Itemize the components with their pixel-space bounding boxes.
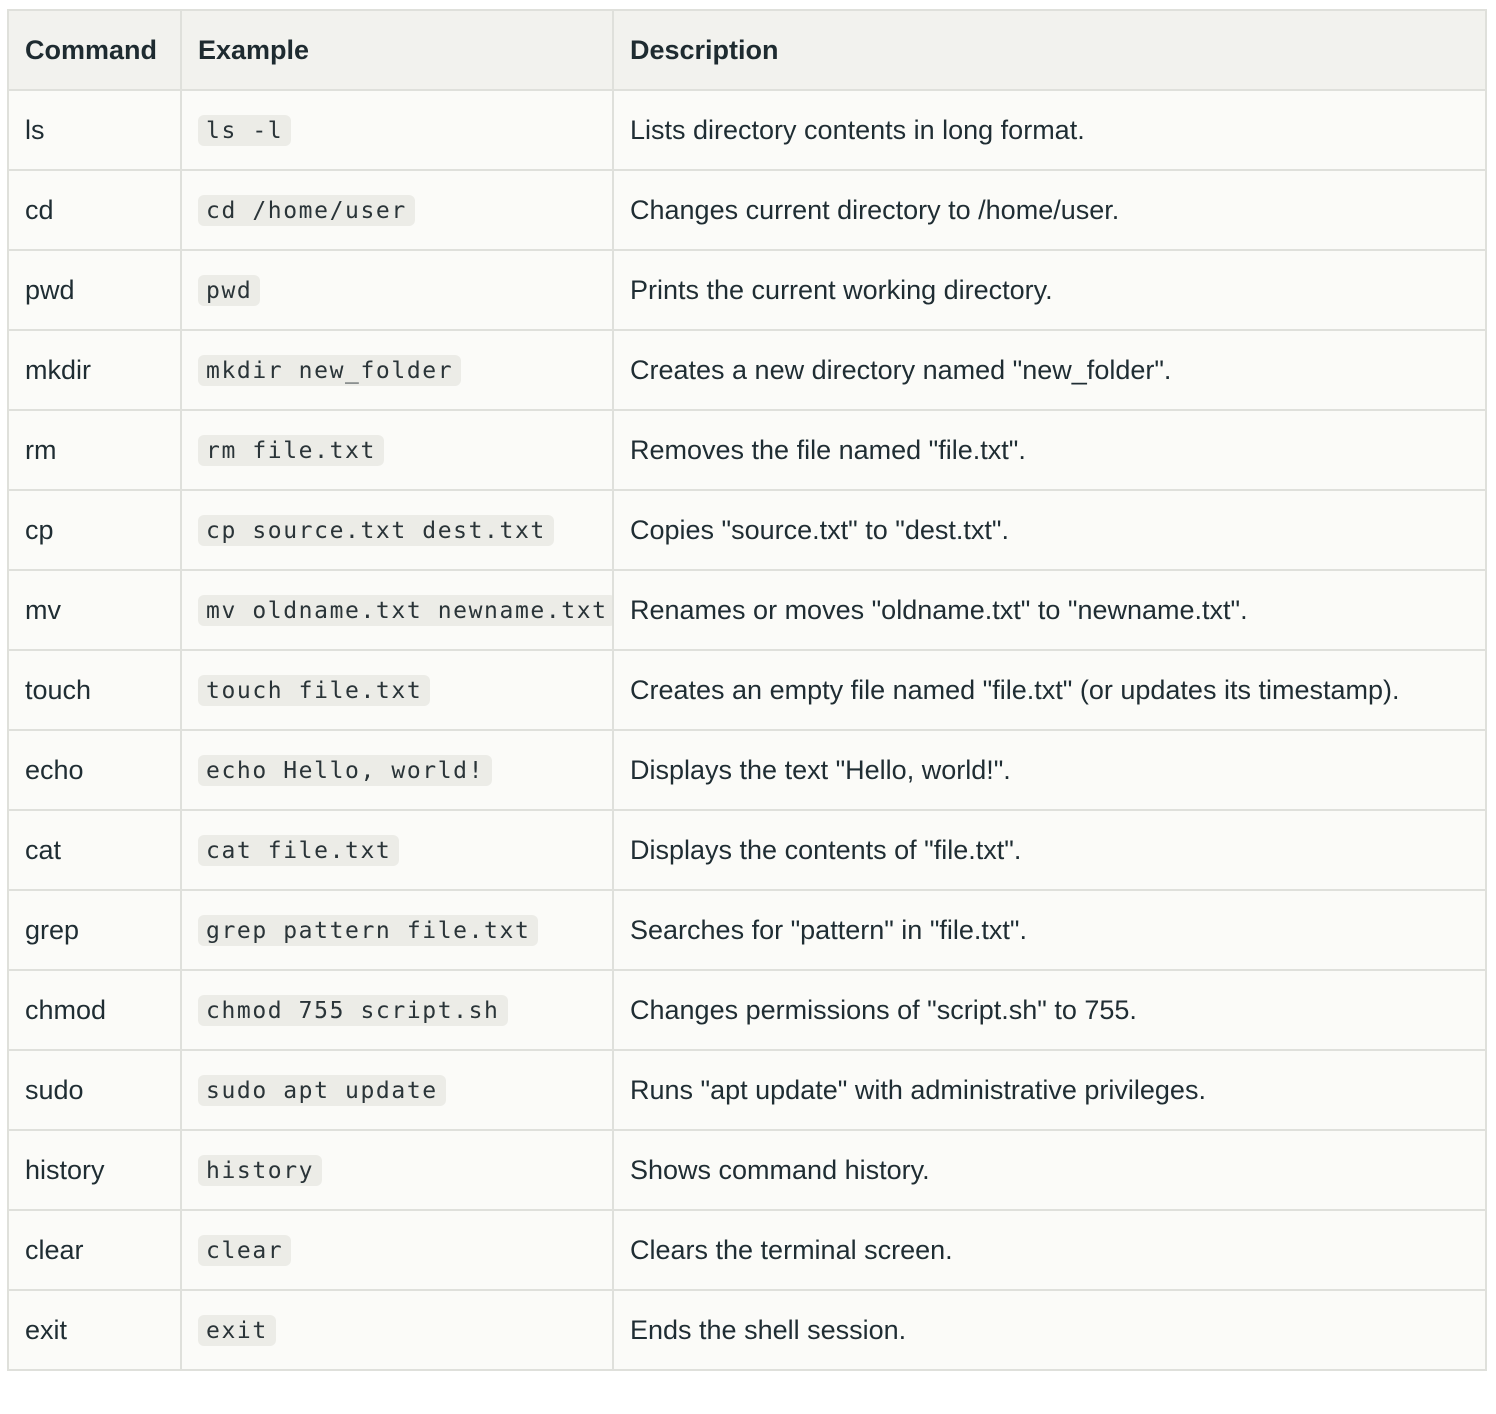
table-row bbox=[8, 250, 1486, 330]
example-code: echo Hello, world! bbox=[198, 755, 492, 786]
command-cell: exit bbox=[8, 1290, 181, 1370]
command-cell: cp bbox=[8, 490, 181, 570]
table-row bbox=[8, 810, 1486, 890]
command-cell: grep bbox=[8, 890, 181, 970]
example-code: grep pattern file.txt bbox=[198, 915, 538, 946]
example-code: cd /home/user bbox=[198, 195, 415, 226]
description-cell: Creates an empty file named "file.txt" (or updates its timestamp). bbox=[613, 650, 1486, 730]
example-cell bbox=[181, 410, 613, 490]
command-cell: mkdir bbox=[8, 330, 181, 410]
table-row bbox=[8, 330, 1486, 410]
table-body bbox=[8, 90, 1486, 1370]
command-cell: clear bbox=[8, 1210, 181, 1290]
table-row bbox=[8, 1130, 1486, 1210]
command-cell: cat bbox=[8, 810, 181, 890]
example-code: touch file.txt bbox=[198, 675, 430, 706]
table-row bbox=[8, 490, 1486, 570]
column-header-description: Description bbox=[613, 10, 1486, 90]
table-row bbox=[8, 730, 1486, 810]
table-row bbox=[8, 970, 1486, 1050]
table-row bbox=[8, 890, 1486, 970]
example-code: chmod 755 script.sh bbox=[198, 995, 508, 1026]
command-cell: touch bbox=[8, 650, 181, 730]
description-cell: Runs "apt update" with administrative privileges. bbox=[613, 1050, 1486, 1130]
command-cell: history bbox=[8, 1130, 181, 1210]
description-cell: Renames or moves "oldname.txt" to "newname.txt". bbox=[613, 570, 1486, 650]
example-code: clear bbox=[198, 1235, 291, 1266]
description-cell: Creates a new directory named "new_folder". bbox=[613, 330, 1486, 410]
example-code: ls -l bbox=[198, 115, 291, 146]
example-cell bbox=[181, 1050, 613, 1130]
description-cell: Clears the terminal screen. bbox=[613, 1210, 1486, 1290]
example-cell bbox=[181, 250, 613, 330]
column-header-example: Example bbox=[181, 10, 613, 90]
example-cell bbox=[181, 810, 613, 890]
description-cell: Displays the contents of "file.txt". bbox=[613, 810, 1486, 890]
example-cell bbox=[181, 650, 613, 730]
example-code: sudo apt update bbox=[198, 1075, 446, 1106]
example-cell bbox=[181, 170, 613, 250]
example-cell bbox=[181, 90, 613, 170]
description-cell: Removes the file named "file.txt". bbox=[613, 410, 1486, 490]
example-cell bbox=[181, 570, 613, 650]
command-cell: rm bbox=[8, 410, 181, 490]
description-cell: Displays the text "Hello, world!". bbox=[613, 730, 1486, 810]
command-cell: echo bbox=[8, 730, 181, 810]
example-code: history bbox=[198, 1155, 322, 1186]
table-row bbox=[8, 410, 1486, 490]
example-cell bbox=[181, 730, 613, 810]
column-header-command: Command bbox=[8, 10, 181, 90]
command-cell: ls bbox=[8, 90, 181, 170]
table-row bbox=[8, 90, 1486, 170]
command-cell: cd bbox=[8, 170, 181, 250]
example-code: cp source.txt dest.txt bbox=[198, 515, 554, 546]
example-cell bbox=[181, 970, 613, 1050]
table-row bbox=[8, 570, 1486, 650]
example-code: mv oldname.txt newname.txt bbox=[198, 595, 613, 626]
table-header-row bbox=[8, 10, 1486, 90]
description-cell: Copies "source.txt" to "dest.txt". bbox=[613, 490, 1486, 570]
description-cell: Ends the shell session. bbox=[613, 1290, 1486, 1370]
example-code: mkdir new_folder bbox=[198, 355, 461, 386]
description-cell: Searches for "pattern" in "file.txt". bbox=[613, 890, 1486, 970]
description-cell: Changes permissions of "script.sh" to 755. bbox=[613, 970, 1486, 1050]
command-cell: pwd bbox=[8, 250, 181, 330]
example-code: exit bbox=[198, 1315, 276, 1346]
description-cell: Prints the current working directory. bbox=[613, 250, 1486, 330]
description-cell: Changes current directory to /home/user. bbox=[613, 170, 1486, 250]
table-row bbox=[8, 1210, 1486, 1290]
description-cell: Lists directory contents in long format. bbox=[613, 90, 1486, 170]
command-cell: chmod bbox=[8, 970, 181, 1050]
example-cell bbox=[181, 1210, 613, 1290]
commands-table bbox=[7, 9, 1487, 1371]
example-cell bbox=[181, 890, 613, 970]
description-cell: Shows command history. bbox=[613, 1130, 1486, 1210]
table-row bbox=[8, 1050, 1486, 1130]
commands-table-container bbox=[7, 9, 1485, 1371]
command-cell: mv bbox=[8, 570, 181, 650]
example-cell bbox=[181, 490, 613, 570]
example-cell bbox=[181, 1290, 613, 1370]
example-code: pwd bbox=[198, 275, 260, 306]
example-cell bbox=[181, 330, 613, 410]
example-cell bbox=[181, 1130, 613, 1210]
table-row bbox=[8, 1290, 1486, 1370]
table-row bbox=[8, 170, 1486, 250]
table-row bbox=[8, 650, 1486, 730]
example-code: rm file.txt bbox=[198, 435, 384, 466]
example-code: cat file.txt bbox=[198, 835, 399, 866]
command-cell: sudo bbox=[8, 1050, 181, 1130]
